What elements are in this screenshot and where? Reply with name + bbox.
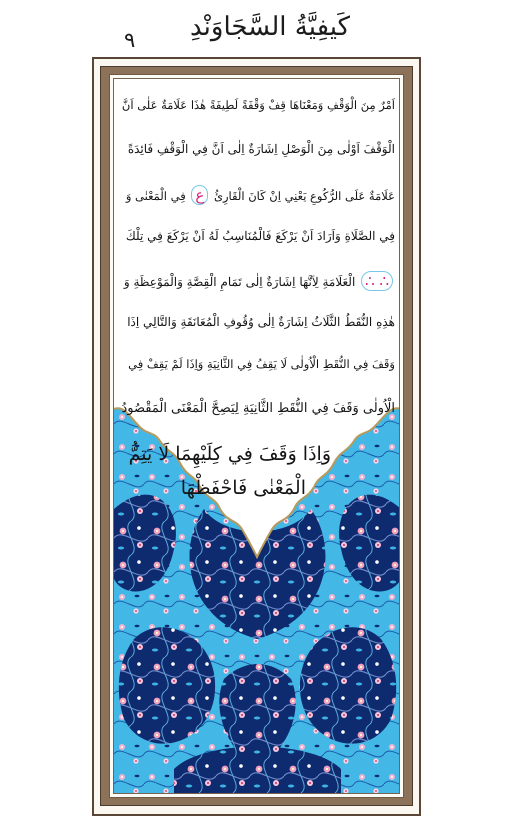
text-line-6: هٰذِهِ النُّقَطُ الثَّلَاثُ اِشَارَةٌ اِلٰى وُقُوفِ الْمُعَانَقَةِ وَالتَّالِي اِذَا: [127, 315, 395, 329]
explanatory-text: [114, 79, 400, 794]
text-line-3-end: عَلَامَةٌ عَلَى الرُّكُوعِ يَعْنِي اِنْ كَانَ الْقَارِئُ: [213, 189, 395, 203]
text-line-5-text: الْعَلَامَةِ لِاَنَّهَا اِشَارَةٌ اِلٰى تَمَامِ الْقِصَّةِ وَالْمَوْعِظَةِ وَ: [123, 275, 356, 289]
running-title: كَيفِيَّةُ السَّجَاوَنْدِ: [190, 12, 350, 42]
text-line-4: فِي الصَّلَاةِ وَاَرَادَ اَنْ يَرْكَعَ فَالْمُنَاسِبُ لَهُ اَنْ يَرْكَعَ فِي تِلْكَ: [125, 229, 395, 243]
text-line-1: اَمْرٌ مِنَ الْوَقْفِ وَمَعْنَاهَا قِفْ وَقْفَةً لَطِيفَةً هٰذَا عَلَامَةٌ عَلٰى اَنَّ: [121, 98, 395, 112]
ruku-marker-symbol: ع: [191, 185, 208, 205]
text-line-9: وَاِذَا وَقَفَ فِي كِلَيْهِمَا لَا يَتِمُّ: [128, 443, 331, 465]
text-line-8: الْاُولٰى وَقَفَ فِي النُّقَطِ الثَّانِيَةِ لِيَصِحَّ الْمَعْنَى الْمَقْصُودُ: [121, 401, 395, 416]
text-line-3: [126, 186, 395, 204]
text-line-7: وَقَفَ فِي النُّقَطِ الْاُولٰى لَا يَقِفُ فِي الثَّانِيَةِ وَاِذَا لَمْ يَقِفْ فِي: [128, 357, 395, 371]
text-panel: [113, 78, 400, 794]
text-line-2: الْوَقْفَ اَوْلٰى مِنَ الْوَصْلِ اِشَارَةٌ اِلٰى اَنَّ فِي الْوَقْفِ فَائِدَةً: [127, 142, 395, 156]
page-number: ٩: [124, 28, 136, 52]
text-line-5: [124, 272, 395, 290]
text-line-3-start: فِي الْمَعْنٰى وَ: [125, 189, 186, 203]
three-dots-marker-symbol: ∴ ∴: [361, 271, 393, 291]
text-line-10: الْمَعْنٰى فَاحْفَظْهَا: [180, 477, 306, 499]
page-header: [0, 0, 518, 58]
